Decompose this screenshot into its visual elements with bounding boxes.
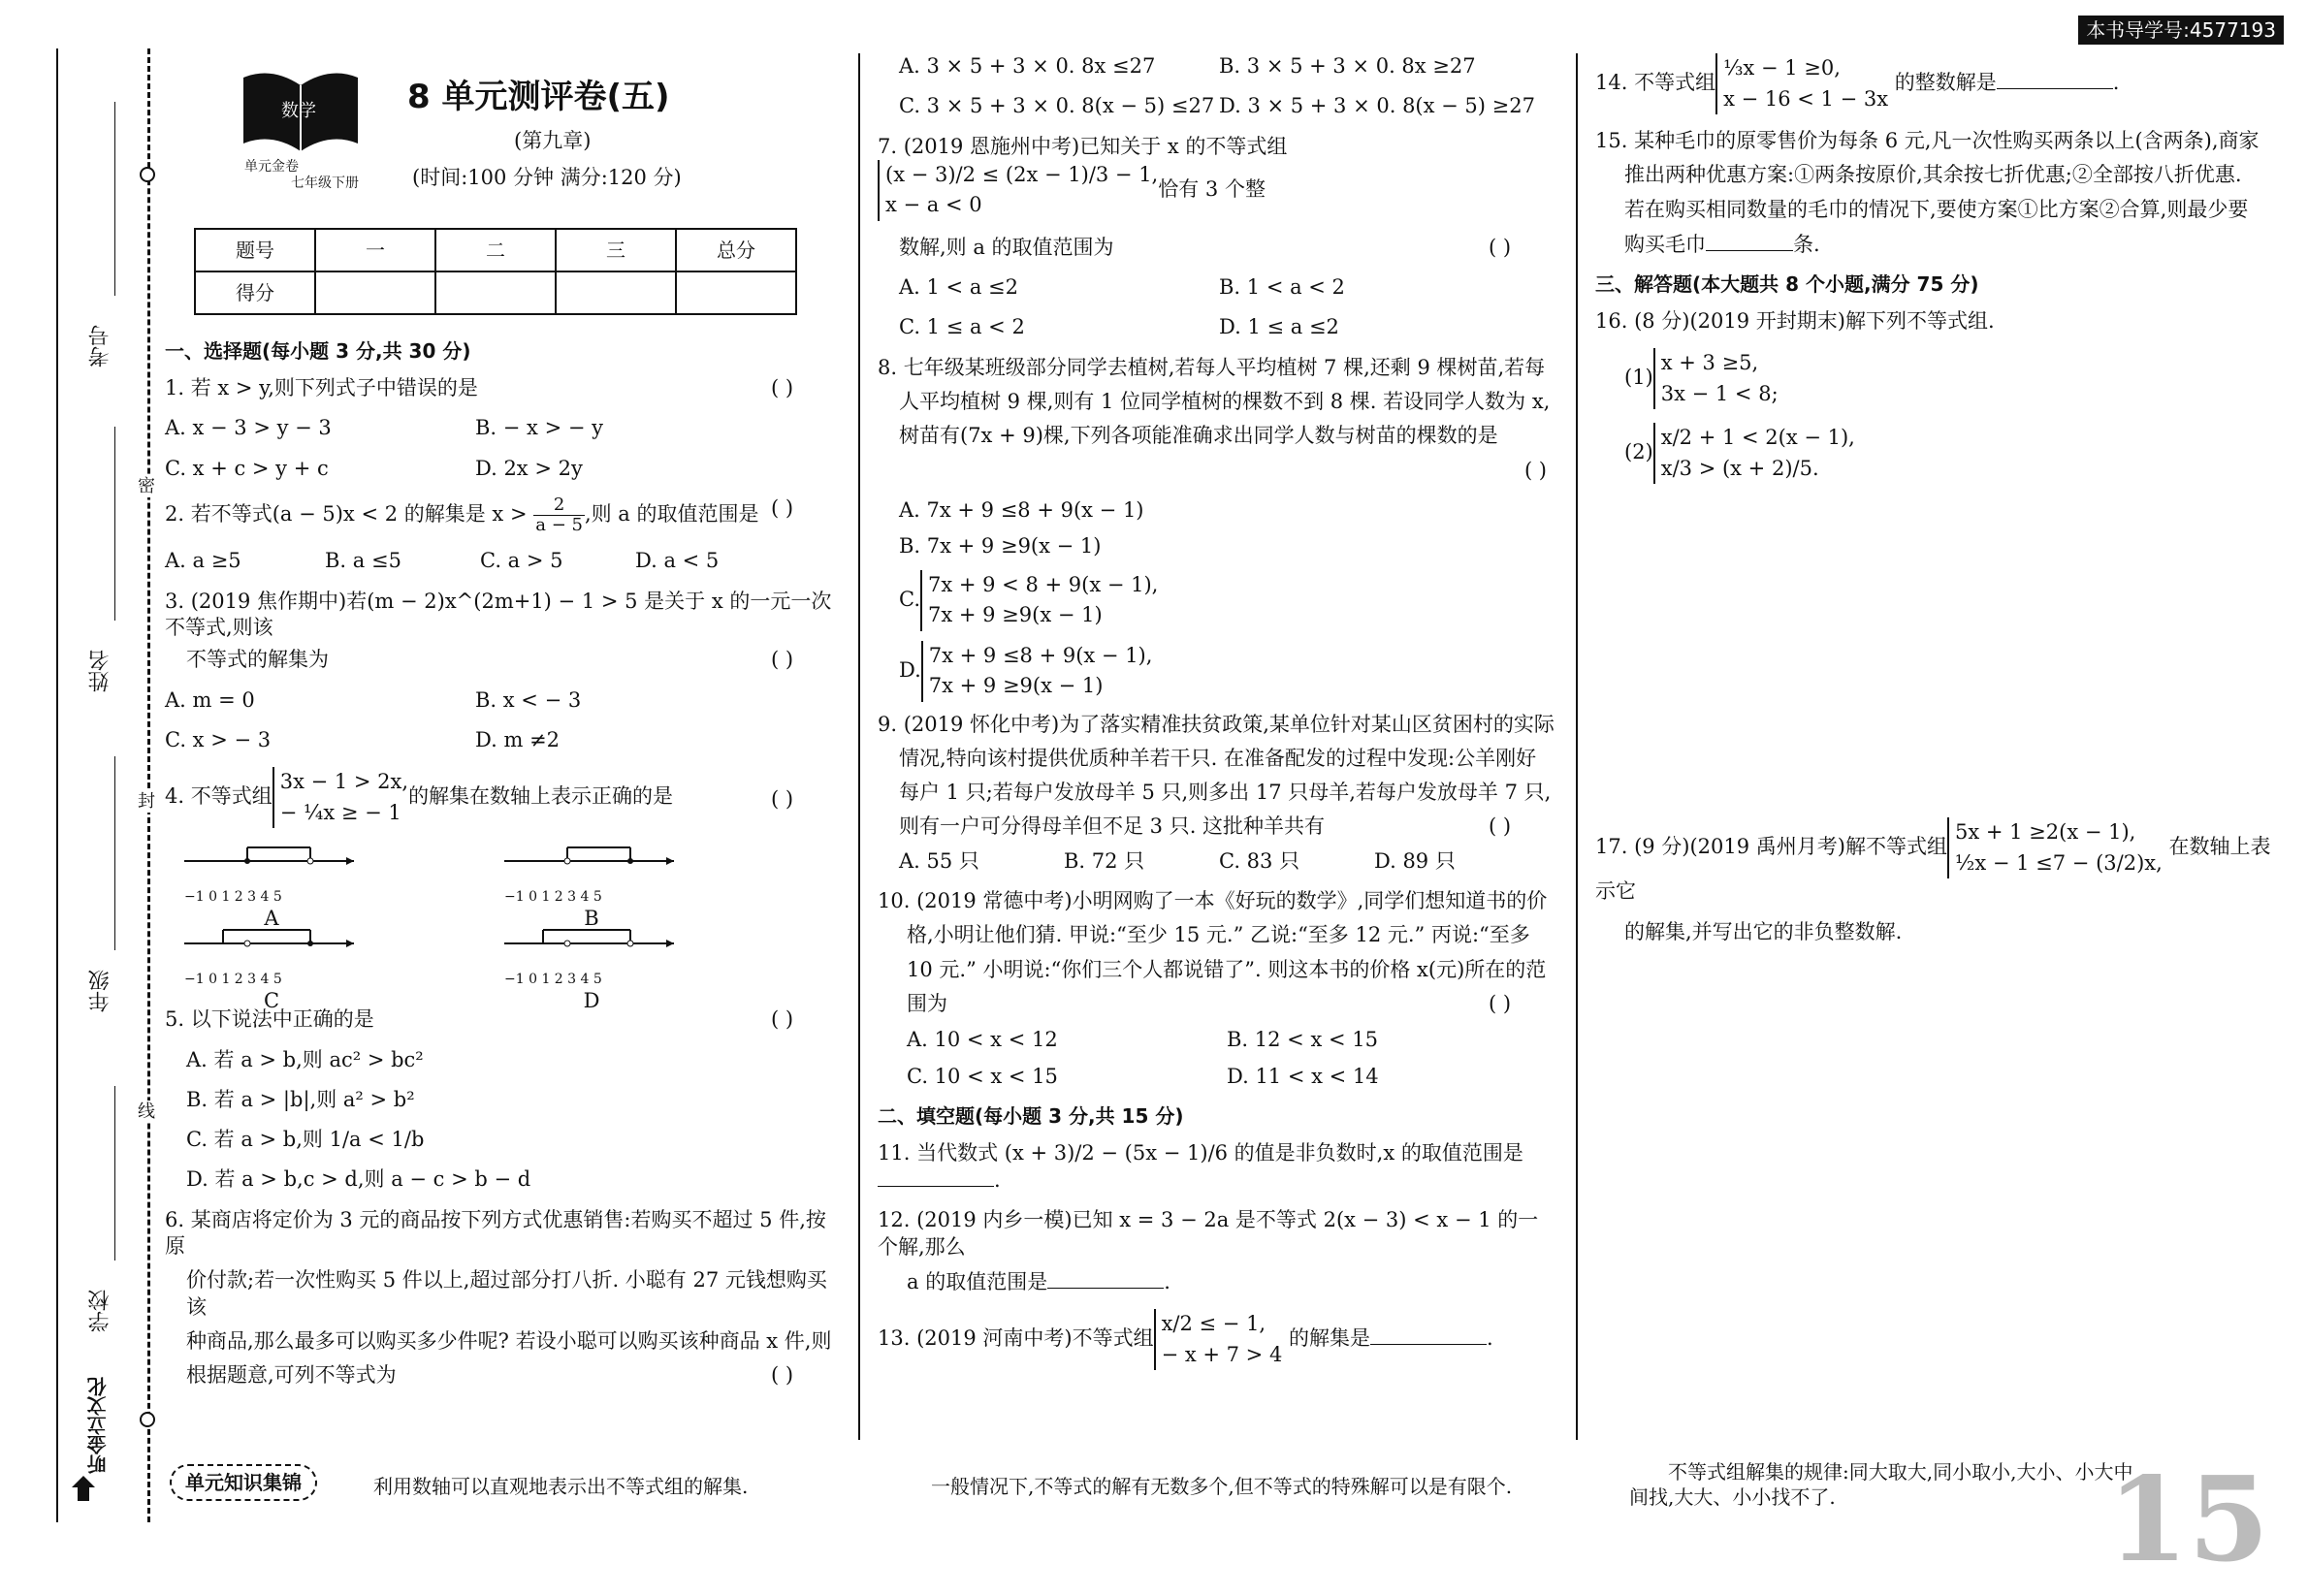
question-1 <box>165 375 839 401</box>
q13-post: 的解集是 <box>1289 1326 1370 1351</box>
binding-hole-icon <box>140 167 155 182</box>
q7-system <box>878 160 1158 221</box>
q14-line2: x − 16 < 1 − 3x <box>1723 86 1889 111</box>
q14-system <box>1715 53 1888 114</box>
q7-options <box>878 274 1556 301</box>
q9-last <box>878 814 1556 840</box>
score-header: 总分 <box>676 229 796 271</box>
q9-line: 每户 1 只;若每户发放母羊 5 只,则多出 17 只母羊,若每户发放母羊 7 只, <box>899 781 1552 805</box>
q7-option[interactable]: B. 1 < a < 2 <box>1219 275 1345 300</box>
q4-line2: − ¼x ≥ − 1 <box>279 800 401 824</box>
logo-sub1: 单元金卷 <box>244 159 299 175</box>
score-table <box>194 228 797 315</box>
score-cell[interactable] <box>676 271 796 314</box>
q7-pre: 7. (2019 恩施州中考)已知关于 x 的不等式组 <box>878 134 1288 158</box>
name-label: 姓名 <box>88 650 112 692</box>
q14-line1: ⅓x − 1 ≥0, <box>1723 56 1841 80</box>
answer-paren[interactable]: ( ) <box>771 1363 794 1388</box>
q10-options <box>878 1064 1556 1090</box>
footer-tip-2: 一般情况下,不等式的解有无数多个,但不等式的特殊解可以是有限个. <box>931 1475 1513 1498</box>
q6-line: 种商品,那么最多可以购买多少件呢? 若设小聪可以购买该种商品 x 件,则 <box>186 1328 832 1353</box>
q14-pre: 14. 不等式组 <box>1595 71 1716 94</box>
score-cell[interactable] <box>315 271 435 314</box>
q15-line: 购买毛巾 <box>1624 232 1706 256</box>
q1-options <box>165 415 839 441</box>
q4-line1: 3x − 1 > 2x, <box>279 770 409 794</box>
q2-option[interactable]: A. a ≥5 <box>165 549 241 573</box>
score-label: 得分 <box>195 271 315 314</box>
q15-last <box>1595 231 2284 258</box>
tick-labels: −1 0 1 2 3 4 5 <box>184 888 282 905</box>
q8-option[interactable]: A. 7x + 9 ≤8 + 9(x − 1) <box>899 497 1144 522</box>
math-book-logo <box>238 66 364 153</box>
q16-part-label: (1) <box>1624 366 1653 390</box>
q17-stem2: 的解集,并写出它的非负整数解. <box>1624 919 1903 943</box>
q11-stem: 11. 当代数式 (x + 3)/2 − (5x − 1)/6 的值是非负数时,x 的取值范围是 <box>878 1140 1523 1165</box>
q5-option[interactable]: B. 若 a > |b|,则 a² > b² <box>186 1087 415 1111</box>
section-3-title: 三、解答题(本大题共 8 个小题,满分 75 分) <box>1595 272 1979 297</box>
answer-blank[interactable] <box>1370 1325 1487 1345</box>
q17-line1: 5x + 1 ≥2(x − 1), <box>1955 820 2136 845</box>
tick-labels: −1 0 1 2 3 4 5 <box>504 971 602 987</box>
q13-line2: − x + 7 > 4 <box>1161 1342 1283 1366</box>
q15-line: 若在购买相同数量的毛巾的情况下,要使方案①比方案②合算,则最少要 <box>1624 197 2249 221</box>
q7-option[interactable]: A. 1 < a ≤2 <box>899 275 1018 300</box>
q2-frac-num: 2 <box>533 495 585 516</box>
q9-line: 则有一户可分得母羊但不足 3 只. 这批种羊共有 <box>899 814 1326 839</box>
score-cell[interactable] <box>435 271 556 314</box>
question-3: 3. (2019 焦作期中)若(m − 2)x^(2m+1) − 1 > 5 是关于 x 的一元一次不等式,则该 <box>165 589 832 640</box>
q4-pre: 4. 不等式组 <box>165 784 272 809</box>
grade-label: 年级 <box>88 970 112 1012</box>
q8-option[interactable]: B. 7x + 9 ≥9(x − 1) <box>899 534 1102 559</box>
q10-line: 围为 <box>907 991 947 1015</box>
q2-option[interactable]: D. a < 5 <box>635 549 720 573</box>
q7-option[interactable]: C. 1 ≤ a < 2 <box>899 315 1025 339</box>
q8-c-label: C. <box>899 587 920 611</box>
q16-line: x/3 > (x + 2)/5. <box>1660 456 1819 480</box>
q9-line: 9. (2019 怀化中考)为了落实精准扶贫政策,某单位针对某山区贫困村的实际 <box>878 712 1555 736</box>
number-line-label: D <box>583 988 600 1012</box>
exam-info: (时间:100 分钟 满分:120 分) <box>412 166 682 189</box>
q13-system <box>1154 1309 1283 1370</box>
q6-options <box>878 53 1556 80</box>
score-header: 一 <box>315 229 435 271</box>
column-2 <box>878 53 1556 1384</box>
q2-option[interactable]: C. a > 5 <box>480 549 563 573</box>
page-number: 15 <box>2107 1452 2269 1588</box>
question-7 <box>878 134 1556 221</box>
cut-line <box>147 48 150 1522</box>
score-header: 三 <box>556 229 676 271</box>
q3-option[interactable]: C. x > − 3 <box>165 727 272 751</box>
number-line-label: A <box>264 906 279 930</box>
q4-post: 的解集在数轴上表示正确的是 <box>408 784 674 809</box>
q7-line1: (x − 3)/2 ≤ (2x − 1)/3 − 1, <box>885 162 1159 186</box>
q9-option[interactable]: B. 72 只 <box>1064 848 1145 873</box>
school-line <box>114 1086 115 1261</box>
q3-options <box>165 727 839 753</box>
q7-post: 恰有 3 个整 <box>1158 176 1266 201</box>
q13-line1: x/2 ≤ − 1, <box>1161 1312 1266 1336</box>
footer-tip-1: 利用数轴可以直观地表示出不等式组的解集. <box>373 1475 749 1498</box>
number-line-a[interactable] <box>184 842 359 932</box>
q9-options <box>878 848 1556 875</box>
answer-paren[interactable]: ( ) <box>771 495 794 520</box>
q8-c-line: 7x + 9 < 8 + 9(x − 1), <box>928 572 1159 596</box>
q5-option[interactable]: C. 若 a > b,则 1/a < 1/b <box>186 1128 425 1152</box>
answer-paren[interactable]: ( ) <box>771 648 794 672</box>
q8-d-label: D. <box>899 657 921 682</box>
score-cell[interactable] <box>556 271 676 314</box>
q9-line: 情况,特向该村提供优质种羊若干只. 在准备配发的过程中发现:公羊刚好 <box>899 746 1537 770</box>
q17-answer-area[interactable] <box>1595 959 2284 1250</box>
q15-tail: 条. <box>1793 232 1820 256</box>
q16-part1 <box>1595 348 2284 409</box>
footer-tip-3-line: 不等式组解集的规律:同大取大,同小取小,大小、小大中 <box>1668 1460 2133 1484</box>
q12-line: a 的取值范围是 <box>907 1270 1048 1294</box>
q16-line: x/2 + 1 < 2(x − 1), <box>1660 426 1855 450</box>
q6-last <box>165 1362 839 1389</box>
answer-paren[interactable]: ( ) <box>771 787 794 812</box>
column-1 <box>165 325 839 1403</box>
q10-option[interactable]: C. 10 < x < 15 <box>907 1064 1058 1088</box>
number-line-c[interactable] <box>184 924 359 1014</box>
answer-blank[interactable] <box>1047 1268 1164 1289</box>
answer-blank[interactable] <box>1997 69 2113 89</box>
answer-paren[interactable]: ( ) <box>1523 458 1547 482</box>
question-13: 13. (2019 河南中考)不等式组x/2 ≤ − 1, − x + 7 > 4 的解集是 . <box>878 1309 1556 1370</box>
number-line-d[interactable] <box>504 924 679 1014</box>
q12-last: a 的取值范围是 . <box>878 1268 1556 1295</box>
question-17 <box>1595 817 2284 905</box>
question-11: 11. 当代数式 (x + 3)/2 − (5x − 1)/6 的值是非负数时,x 的取值范围是. <box>878 1140 1523 1193</box>
q6-option[interactable]: A. 3 × 5 + 3 × 0. 8x ≤27 <box>899 54 1156 78</box>
q8-line: 树苗有(7x + 9)棵,下列各项能准确求出同学人数与树苗的棵数的是 <box>899 424 1498 448</box>
q5-stem: 5. 以下说法中正确的是 <box>165 1007 374 1032</box>
q17-line2: ½x − 1 ≤7 − (3/2)x, <box>1955 850 2163 875</box>
school-label: 学校 <box>88 1290 112 1332</box>
q2-fraction <box>533 495 585 535</box>
column-3 <box>1595 53 2284 1250</box>
column-divider <box>858 53 860 1440</box>
q9-option[interactable]: C. 83 只 <box>1219 848 1300 873</box>
q10-option[interactable]: B. 12 < x < 15 <box>1227 1028 1378 1052</box>
q8-c-line: 7x + 9 ≥9(x − 1) <box>928 603 1103 627</box>
q6-option[interactable]: C. 3 × 5 + 3 × 0. 8(x − 5) ≤27 <box>899 94 1215 118</box>
q8-line: 人平均植树 9 棵,则有 1 位同学植树的棵数不到 8 棵. 若设同学人数为 x, <box>899 390 1551 414</box>
answer-paren[interactable]: ( ) <box>771 1007 794 1032</box>
q8-d-line: 7x + 9 ≥9(x − 1) <box>928 674 1104 698</box>
q16-part2 <box>1595 423 2284 484</box>
answer-paren[interactable]: ( ) <box>1489 235 1512 259</box>
answer-paren[interactable]: ( ) <box>1489 814 1512 839</box>
q16-system1 <box>1653 348 1779 409</box>
q1-option[interactable]: C. x + c > y + c <box>165 456 329 480</box>
brand-logo: 昕金立文化 <box>86 1377 110 1474</box>
section-1-title: 一、选择题(每小题 3 分,共 30 分) <box>165 339 471 363</box>
q1-options <box>165 456 839 482</box>
q8-d-line: 7x + 9 ≤8 + 9(x − 1), <box>928 643 1153 667</box>
q2-option[interactable]: B. a ≤5 <box>325 549 401 573</box>
answer-blank[interactable] <box>1706 231 1793 251</box>
answer-paren[interactable]: ( ) <box>1489 991 1512 1015</box>
footer-badge: 单元知识集锦 <box>170 1464 317 1501</box>
q15-line: 15. 某种毛巾的原零售价为每条 6 元,凡一次性购买两条以上(含两条),商家 <box>1595 129 2260 152</box>
q17-system <box>1947 817 2163 878</box>
q4-number-lines <box>165 842 839 1012</box>
q10-options <box>878 1027 1556 1053</box>
q6-option[interactable]: D. 3 × 5 + 3 × 0. 8(x − 5) ≥27 <box>1219 94 1535 118</box>
q10-option[interactable]: A. 10 < x < 12 <box>907 1028 1058 1052</box>
q1-option[interactable]: B. − x > − y <box>475 416 603 440</box>
q3-option[interactable]: B. x < − 3 <box>475 687 582 712</box>
q1-stem: 1. 若 x > y,则下列式子中错误的是 <box>165 376 478 399</box>
seal-xian: 线 <box>138 1101 155 1122</box>
q2-options <box>165 548 839 574</box>
q10-option[interactable]: D. 11 < x < 14 <box>1227 1064 1379 1088</box>
name-line <box>114 427 115 621</box>
book-id: 本书导学号:4577193 <box>2078 16 2284 45</box>
q2-tail: ,则 a 的取值范围是 <box>584 501 759 526</box>
answer-blank[interactable] <box>878 1166 994 1187</box>
exam-no-label: 考号 <box>88 325 112 367</box>
q8-line: 8. 七年级某班级部分同学去植树,若每人平均植树 7 棵,还剩 9 棵树苗,若每 <box>878 355 1546 379</box>
q3-stem2: 不等式的解集为 <box>186 648 329 672</box>
q7-option[interactable]: D. 1 ≤ a ≤2 <box>1219 315 1339 339</box>
tick-labels: −1 0 1 2 3 4 5 <box>504 888 602 905</box>
q16-stem: 16. (8 分)(2019 开封期末)解下列不等式组. <box>1595 309 1995 334</box>
q12-line: 12. (2019 内乡一模)已知 x = 3 − 2a 是不等式 2(x − 3) < x − 1 的一个解,那么 <box>878 1208 1539 1259</box>
margin-outer-line <box>56 48 58 1522</box>
q10-line: 10 元.” 小明说:“你们三个人都说错了”. 则这本书的价格 x(元)所在的范 <box>907 957 1547 981</box>
q10-line: 10. (2019 常德中考)小明网购了一本《好玩的数学》,同学们想知道书的价 <box>878 889 1548 913</box>
question-4 <box>165 767 839 828</box>
question-3-cont <box>165 647 839 673</box>
q17-post: 在数轴上表示它 <box>1595 835 2271 904</box>
score-header: 题号 <box>195 229 315 271</box>
q10-line: 格,小明让他们猜. 甲说:“至少 15 元.” 乙说:“至多 12 元.” 丙说:“至多 <box>907 923 1530 947</box>
brand-mark-icon <box>70 1474 97 1503</box>
footer-tip-3-line: 间找,大大、小小找不了. <box>1629 1485 1836 1509</box>
q5-option[interactable]: D. 若 a > b,c > d,则 a − c > b − d <box>186 1167 531 1192</box>
chapter: (第九章) <box>514 129 592 152</box>
q3-option[interactable]: A. m = 0 <box>165 687 255 712</box>
q16-line: x + 3 ≥5, <box>1660 351 1759 375</box>
q4-system <box>272 767 408 828</box>
q3-options <box>165 687 839 714</box>
q9-option[interactable]: A. 55 只 <box>899 848 979 873</box>
q7-options <box>878 314 1556 340</box>
seal-feng: 封 <box>138 791 155 812</box>
q8-option-c[interactable] <box>878 570 1556 631</box>
q15-line: 推出两种优惠方案:①两条按原价,其余按七折优惠;②全部按八折优惠. <box>1624 163 2242 187</box>
q7-stem2: 数解,则 a 的取值范围为 <box>899 235 1114 259</box>
q1-option[interactable]: A. x − 3 > y − 3 <box>165 416 332 440</box>
grade-line <box>114 756 115 950</box>
number-line-label: C <box>263 988 280 1012</box>
number-line-label: B <box>584 906 599 930</box>
q17-pre: 17. (9 分)(2019 禹州月考)解不等式组 <box>1595 835 1947 859</box>
seal-mi: 密 <box>138 476 155 496</box>
q1-option[interactable]: D. 2x > 2y <box>475 456 583 480</box>
q6-option[interactable]: B. 3 × 5 + 3 × 0. 8x ≥27 <box>1219 54 1476 78</box>
q16-part-label: (2) <box>1624 440 1653 464</box>
page-title: 8 单元测评卷(五) <box>407 78 670 116</box>
q8-option-d[interactable] <box>878 641 1556 702</box>
q3-option[interactable]: D. m ≠2 <box>475 727 560 751</box>
q2-stem: 2. 若不等式(a − 5)x < 2 的解集是 x > <box>165 501 528 526</box>
q8-c-system <box>920 570 1158 631</box>
q8-d-system <box>921 641 1153 702</box>
q13-pre: 13. (2019 河南中考)不等式组 <box>878 1326 1154 1351</box>
q16-system2 <box>1653 423 1855 484</box>
number-line-b[interactable] <box>504 842 679 932</box>
answer-paren[interactable]: ( ) <box>771 376 794 399</box>
q16-line: 3x − 1 < 8; <box>1660 381 1779 405</box>
q5-option[interactable]: A. 若 a > b,则 ac² > bc² <box>186 1047 424 1071</box>
logo-label: 数学 <box>281 101 316 121</box>
logo-sub2: 七年级下册 <box>291 176 359 191</box>
binding-hole-icon <box>140 1412 155 1427</box>
q2-frac-den: a − 5 <box>535 514 583 535</box>
q7-line2: x − a < 0 <box>885 193 982 217</box>
q6-line: 根据题意,可列不等式为 <box>186 1363 397 1388</box>
q16-answer-area[interactable] <box>1595 497 2284 817</box>
q9-option[interactable]: D. 89 只 <box>1374 848 1456 873</box>
q6-line: 6. 某商店将定价为 3 元的商品按下列方式优惠销售:若购买不超过 5 件,按原 <box>165 1207 826 1259</box>
q10-last <box>878 991 1556 1017</box>
score-header: 二 <box>435 229 556 271</box>
question-7-cont <box>878 235 1556 261</box>
q6-line: 价付款;若一次性购买 5 件以上,超过部分打八折. 小聪有 27 元钱想购买该 <box>186 1268 827 1319</box>
tick-labels: −1 0 1 2 3 4 5 <box>184 971 282 987</box>
footer-tip-3 <box>1629 1459 2153 1510</box>
column-divider <box>1576 53 1578 1440</box>
question-14: 14. 不等式组⅓x − 1 ≥0, x − 16 < 1 − 3x 的整数解是 . <box>1595 53 2284 114</box>
question-2 <box>165 495 839 535</box>
q6-options <box>878 93 1556 119</box>
section-2-title: 二、填空题(每小题 3 分,共 15 分) <box>878 1103 1184 1128</box>
q14-post: 的整数解是 <box>1894 71 1997 94</box>
exam-no-line <box>114 102 115 296</box>
